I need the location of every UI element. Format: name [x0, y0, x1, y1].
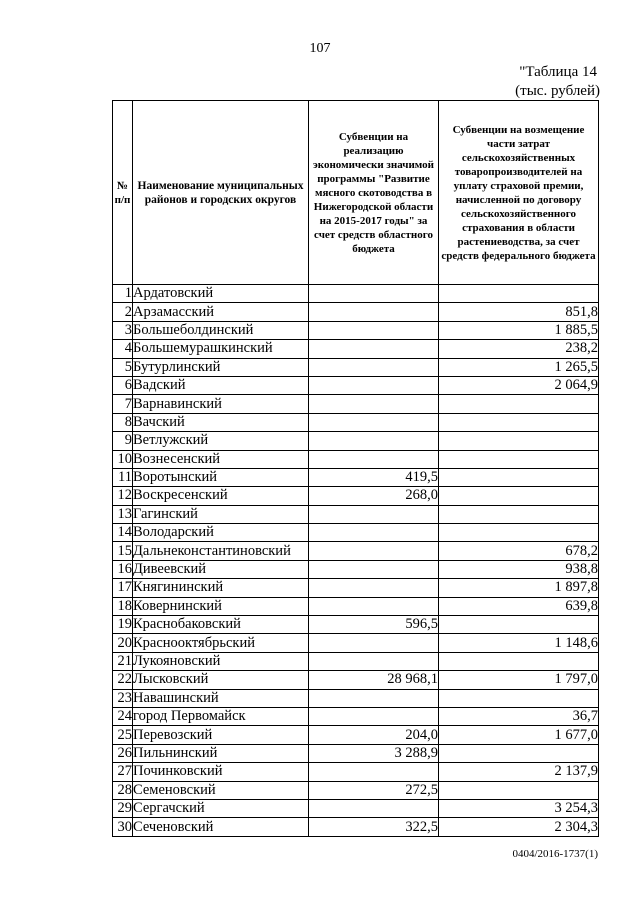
row-value-col2: 238,2 — [439, 340, 599, 358]
row-value-col1 — [309, 689, 439, 707]
table-row — [113, 468, 599, 486]
row-number: 14 — [113, 524, 133, 542]
row-district-name: Бутурлинский — [133, 358, 309, 376]
table-row — [113, 505, 599, 523]
table-row — [113, 579, 599, 597]
table-row — [113, 726, 599, 744]
table-row — [113, 413, 599, 431]
row-value-col2: 1 148,6 — [439, 634, 599, 652]
row-value-col2: 3 254,3 — [439, 799, 599, 817]
row-value-col1: 419,5 — [309, 468, 439, 486]
row-value-col1 — [309, 560, 439, 578]
table-title: "Таблица 14 — [519, 64, 597, 80]
table-body — [113, 285, 599, 837]
row-value-col1 — [309, 597, 439, 615]
row-district-name: Перевозский — [133, 726, 309, 744]
row-value-col1: 3 288,9 — [309, 744, 439, 762]
table-row — [113, 487, 599, 505]
row-value-col2 — [439, 616, 599, 634]
table-row — [113, 542, 599, 560]
subsidies-table — [112, 100, 599, 837]
row-value-col1 — [309, 340, 439, 358]
row-value-col2: 36,7 — [439, 707, 599, 725]
row-value-col2 — [439, 487, 599, 505]
table-row — [113, 799, 599, 817]
header-num: № п/п — [113, 101, 133, 285]
row-number: 21 — [113, 652, 133, 670]
row-district-name: Дивеевский — [133, 560, 309, 578]
row-district-name: Навашинский — [133, 689, 309, 707]
row-value-col1: 268,0 — [309, 487, 439, 505]
row-number: 23 — [113, 689, 133, 707]
row-number: 4 — [113, 340, 133, 358]
table-row — [113, 781, 599, 799]
row-number: 25 — [113, 726, 133, 744]
table-row — [113, 524, 599, 542]
row-value-col1: 28 968,1 — [309, 671, 439, 689]
row-number: 22 — [113, 671, 133, 689]
row-value-col2: 1 265,5 — [439, 358, 599, 376]
header-col1: Субвенции на реализацию экономически значимой программы "Развитие мясного скотоводства в Нижегородской области на 2015-2017 годы" за счет средств областного бюджета — [309, 101, 439, 285]
document-code: 0404/2016-1737(1) — [512, 848, 598, 860]
row-district-name: Краснооктябрьский — [133, 634, 309, 652]
row-district-name: Пильнинский — [133, 744, 309, 762]
row-value-col2: 2 064,9 — [439, 376, 599, 394]
table-row — [113, 358, 599, 376]
row-value-col1: 322,5 — [309, 818, 439, 836]
row-value-col2: 2 137,9 — [439, 763, 599, 781]
row-district-name: Ветлужский — [133, 432, 309, 450]
row-number: 13 — [113, 505, 133, 523]
row-value-col1 — [309, 285, 439, 303]
row-district-name: Воротынский — [133, 468, 309, 486]
row-number: 29 — [113, 799, 133, 817]
header-name: Наименование муниципальных районов и городских округов — [133, 101, 309, 285]
row-number: 18 — [113, 597, 133, 615]
row-value-col2: 639,8 — [439, 597, 599, 615]
row-district-name: Ковернинский — [133, 597, 309, 615]
row-value-col1 — [309, 542, 439, 560]
row-value-col1 — [309, 303, 439, 321]
row-value-col2: 1 677,0 — [439, 726, 599, 744]
row-number: 9 — [113, 432, 133, 450]
row-value-col1 — [309, 395, 439, 413]
row-value-col1 — [309, 321, 439, 339]
row-value-col2 — [439, 652, 599, 670]
row-district-name: Гагинский — [133, 505, 309, 523]
row-value-col2 — [439, 468, 599, 486]
row-district-name: Княгининский — [133, 579, 309, 597]
table-row — [113, 340, 599, 358]
row-number: 1 — [113, 285, 133, 303]
row-number: 19 — [113, 616, 133, 634]
row-value-col2 — [439, 689, 599, 707]
row-number: 30 — [113, 818, 133, 836]
table-row — [113, 689, 599, 707]
row-value-col2: 1 897,8 — [439, 579, 599, 597]
row-value-col1 — [309, 413, 439, 431]
row-number: 8 — [113, 413, 133, 431]
table-row — [113, 321, 599, 339]
row-value-col2: 938,8 — [439, 560, 599, 578]
row-number: 10 — [113, 450, 133, 468]
row-number: 16 — [113, 560, 133, 578]
table-row — [113, 597, 599, 615]
table-row — [113, 376, 599, 394]
row-number: 7 — [113, 395, 133, 413]
table-row — [113, 652, 599, 670]
header-col2: Субвенции на возмещение части затрат сельскохозяйственных товаропроизводителей на уплату страховой премии, начисленной по договору сельскохозяйственного страхования в области растениеводства, за счет средств федерального бюджета — [439, 101, 599, 285]
table-row — [113, 285, 599, 303]
table-row — [113, 450, 599, 468]
row-value-col1: 272,5 — [309, 781, 439, 799]
row-district-name: Лукояновский — [133, 652, 309, 670]
row-number: 2 — [113, 303, 133, 321]
row-value-col2 — [439, 450, 599, 468]
row-value-col1 — [309, 799, 439, 817]
row-value-col2 — [439, 744, 599, 762]
row-number: 11 — [113, 468, 133, 486]
row-district-name: Вачский — [133, 413, 309, 431]
row-value-col2: 851,8 — [439, 303, 599, 321]
row-value-col1 — [309, 707, 439, 725]
row-district-name: Большемурашкинский — [133, 340, 309, 358]
table-units: (тыс. рублей) — [515, 83, 600, 99]
row-value-col2 — [439, 505, 599, 523]
row-value-col1 — [309, 376, 439, 394]
row-district-name: Починковский — [133, 763, 309, 781]
row-value-col1 — [309, 579, 439, 597]
row-value-col1: 204,0 — [309, 726, 439, 744]
row-district-name: Краснобаковский — [133, 616, 309, 634]
row-district-name: Сеченовский — [133, 818, 309, 836]
row-value-col1 — [309, 432, 439, 450]
table-row — [113, 560, 599, 578]
row-number: 6 — [113, 376, 133, 394]
page-number: 107 — [309, 41, 331, 56]
table-row — [113, 616, 599, 634]
row-district-name: Большеболдинский — [133, 321, 309, 339]
row-district-name: Володарский — [133, 524, 309, 542]
table-row — [113, 634, 599, 652]
row-number: 17 — [113, 579, 133, 597]
table-row — [113, 395, 599, 413]
row-number: 15 — [113, 542, 133, 560]
row-value-col2 — [439, 524, 599, 542]
row-value-col2: 678,2 — [439, 542, 599, 560]
row-district-name: Ардатовский — [133, 285, 309, 303]
row-value-col1 — [309, 763, 439, 781]
row-district-name: Дальнеконстантиновский — [133, 542, 309, 560]
table-row — [113, 763, 599, 781]
row-value-col2 — [439, 285, 599, 303]
table-header-row — [113, 101, 599, 285]
row-value-col1 — [309, 505, 439, 523]
row-value-col2 — [439, 781, 599, 799]
row-number: 5 — [113, 358, 133, 376]
row-value-col1 — [309, 652, 439, 670]
row-number: 28 — [113, 781, 133, 799]
row-value-col1 — [309, 450, 439, 468]
row-district-name: Сергачский — [133, 799, 309, 817]
row-number: 3 — [113, 321, 133, 339]
table-row — [113, 818, 599, 836]
row-value-col2 — [439, 432, 599, 450]
row-district-name: Семеновский — [133, 781, 309, 799]
row-district-name: город Первомайск — [133, 707, 309, 725]
row-value-col1 — [309, 634, 439, 652]
row-number: 20 — [113, 634, 133, 652]
row-district-name: Воскресенский — [133, 487, 309, 505]
row-value-col2: 1 797,0 — [439, 671, 599, 689]
row-value-col2: 2 304,3 — [439, 818, 599, 836]
row-number: 24 — [113, 707, 133, 725]
row-value-col2: 1 885,5 — [439, 321, 599, 339]
row-number: 26 — [113, 744, 133, 762]
row-value-col1 — [309, 524, 439, 542]
table-row — [113, 707, 599, 725]
row-district-name: Арзамасский — [133, 303, 309, 321]
table-row — [113, 671, 599, 689]
row-district-name: Вадский — [133, 376, 309, 394]
table-row — [113, 303, 599, 321]
table-row — [113, 432, 599, 450]
row-number: 12 — [113, 487, 133, 505]
row-value-col2 — [439, 413, 599, 431]
row-number: 27 — [113, 763, 133, 781]
table-row — [113, 744, 599, 762]
row-district-name: Лысковский — [133, 671, 309, 689]
row-district-name: Варнавинский — [133, 395, 309, 413]
row-value-col2 — [439, 395, 599, 413]
row-value-col1: 596,5 — [309, 616, 439, 634]
row-value-col1 — [309, 358, 439, 376]
row-district-name: Вознесенский — [133, 450, 309, 468]
